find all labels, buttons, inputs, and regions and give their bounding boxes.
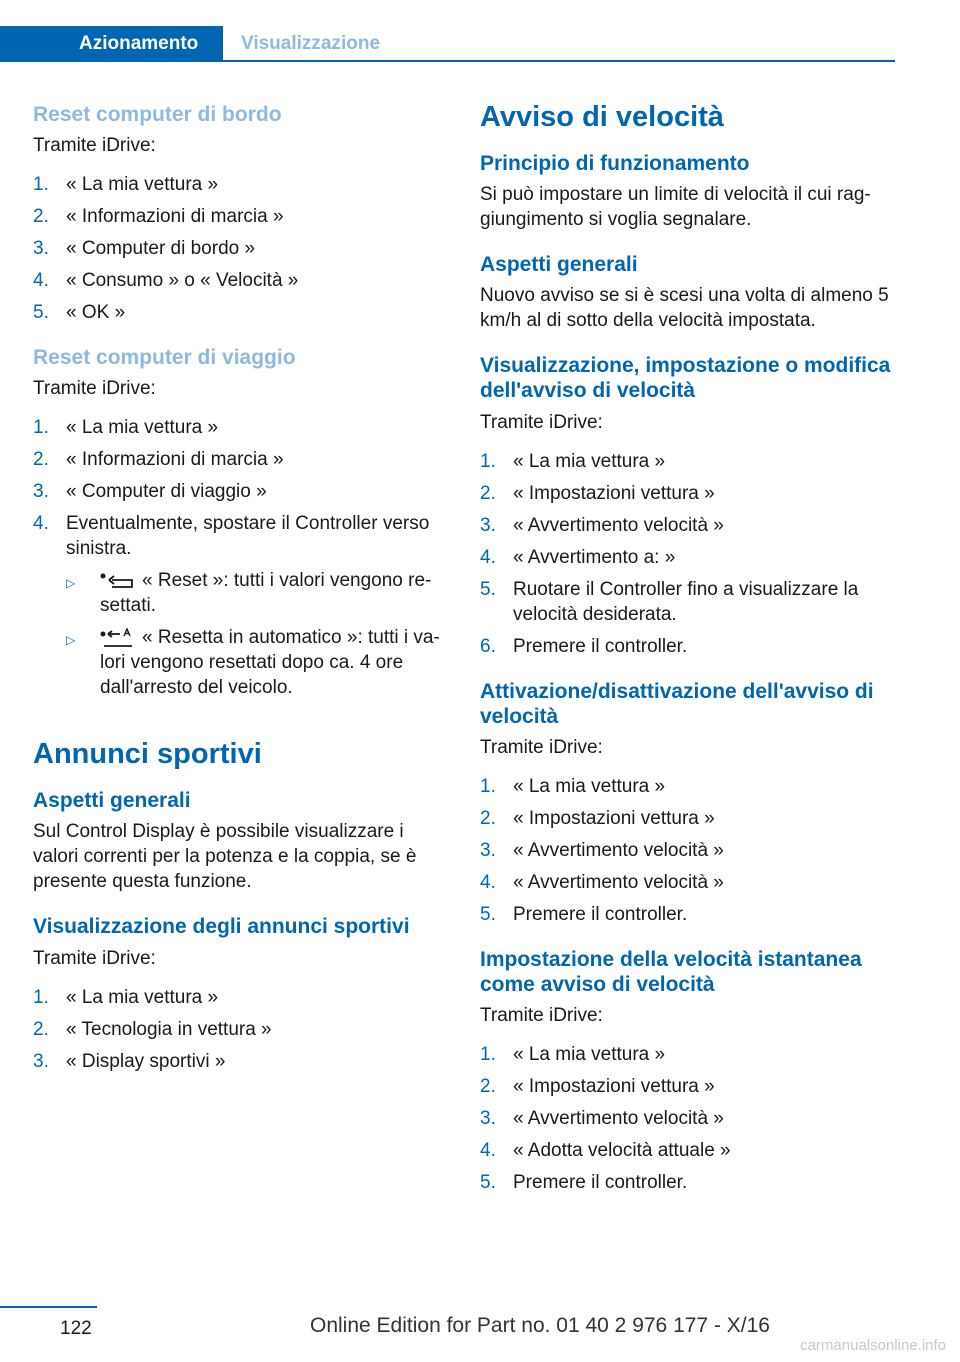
list-item bbox=[480, 1042, 900, 1067]
heading-speed-warning: Avviso di velocità bbox=[480, 101, 724, 133]
list-item bbox=[480, 1170, 900, 1195]
steps-reset-board bbox=[33, 172, 453, 325]
reset-arrow-icon bbox=[100, 572, 134, 590]
heading-reset-board: Reset computer di bordo bbox=[33, 103, 282, 126]
step-number: 4. bbox=[480, 871, 496, 893]
list-item bbox=[33, 268, 453, 293]
footer-rule bbox=[0, 1306, 97, 1308]
header-bar bbox=[0, 26, 895, 62]
intro-text: Tramite iDrive: bbox=[33, 135, 156, 157]
step-number: 2. bbox=[480, 807, 496, 829]
list-item bbox=[33, 1017, 453, 1042]
step-number: 2. bbox=[33, 1018, 49, 1040]
sub-list bbox=[66, 568, 453, 700]
paragraph-principle: Si può impostare un limite di velocità il cui raggiungimento si voglia segnalare. bbox=[480, 183, 871, 230]
list-item bbox=[480, 774, 900, 799]
step-number: 6. bbox=[480, 635, 496, 657]
step-text: « Adotta velocità attuale » bbox=[513, 1140, 731, 1162]
step-text: « Impostazioni vettura » bbox=[513, 807, 715, 829]
list-item bbox=[480, 634, 900, 659]
step-text: Eventualmente, spostare il Controller verso sinistra. bbox=[66, 513, 430, 560]
sub-text: « Resetta in automatico »: tutti i valori vengono resettati dopo ca. 4 ore dall'arresto del veicolo. bbox=[100, 627, 440, 699]
sub-item bbox=[66, 625, 453, 700]
step-text: Premere il controller. bbox=[513, 903, 688, 925]
paragraph-sport-general: Sul Control Display è possibile visualizzare i valori correnti per la potenza e la coppia, se è presente questa funzione. bbox=[33, 821, 417, 893]
intro-text: Tramite iDrive: bbox=[480, 1005, 603, 1027]
step-text: « OK » bbox=[66, 302, 126, 324]
step-number: 5. bbox=[33, 302, 49, 324]
list-item bbox=[480, 1106, 900, 1131]
step-number: 2. bbox=[33, 449, 49, 471]
sub-text: « Reset »: tutti i valori vengono resettati. bbox=[100, 570, 432, 617]
sub-item bbox=[66, 568, 453, 618]
step-number: 4. bbox=[33, 513, 49, 535]
step-text: « Avvertimento velocità » bbox=[513, 871, 724, 893]
list-item bbox=[33, 415, 453, 440]
heading-toggle-warning: Attivazione/disattivazione dell'avviso di velocità bbox=[480, 679, 874, 728]
step-number: 3. bbox=[33, 238, 49, 260]
step-number: 1. bbox=[480, 1044, 496, 1066]
step-number: 3. bbox=[480, 514, 496, 536]
list-item bbox=[480, 513, 900, 538]
heading-current-speed: Impostazione della velocità istantanea come avviso di velocità bbox=[480, 947, 862, 997]
step-text: « Impostazioni vettura » bbox=[513, 482, 715, 504]
paragraph-general: Nuovo avviso se si è scesi una volta di almeno 5 km/h al di sotto della velocità impostata. bbox=[480, 285, 889, 332]
step-text: « Avvertimento velocità » bbox=[513, 839, 724, 861]
step-text: « Avvertimento a: » bbox=[513, 546, 676, 568]
step-number: 1. bbox=[480, 450, 496, 472]
step-number: 1. bbox=[33, 174, 49, 196]
steps-sport bbox=[33, 985, 453, 1074]
step-number: 3. bbox=[33, 1050, 49, 1072]
right-column bbox=[480, 100, 900, 1202]
step-number: 3. bbox=[480, 1108, 496, 1130]
step-text: « Computer di viaggio » bbox=[66, 481, 267, 503]
step-text: « Tecnologia in vettura » bbox=[66, 1018, 272, 1040]
heading-sport-general: Aspetti generali bbox=[33, 789, 191, 813]
sub-text-wrap bbox=[100, 625, 453, 700]
edition-text: Online Edition for Part no. 01 40 2 976 177 - X/16 bbox=[310, 1314, 770, 1337]
step-text: « Impostazioni vettura » bbox=[513, 1076, 715, 1098]
bullet-triangle-icon: ▷ bbox=[66, 576, 76, 591]
step-number: 2. bbox=[33, 206, 49, 228]
list-item bbox=[480, 481, 900, 506]
heading-sport-display: Visualizzazione degli annunci sportivi bbox=[33, 915, 410, 939]
step-text: « Consumo » o « Velocità » bbox=[66, 270, 299, 292]
list-item bbox=[33, 447, 453, 472]
auto-reset-arrow-icon bbox=[100, 628, 134, 648]
step-text: « La mia vettura » bbox=[66, 174, 219, 196]
step-text: « Display sportivi » bbox=[66, 1050, 226, 1072]
step-number: 2. bbox=[480, 482, 496, 504]
list-item bbox=[33, 1049, 453, 1074]
heading-principle: Principio di funzionamento bbox=[480, 151, 750, 175]
bullet-triangle-icon: ▷ bbox=[66, 633, 76, 648]
heading-set-warning: Visualizzazione, impostazione o modifica dell'avviso di velocità bbox=[480, 354, 891, 403]
list-item bbox=[480, 870, 900, 895]
step-body bbox=[66, 511, 453, 707]
intro-text: Tramite iDrive: bbox=[480, 736, 603, 758]
step-number: 3. bbox=[480, 839, 496, 861]
heading-general: Aspetti generali bbox=[480, 252, 638, 276]
step-number: 4. bbox=[480, 546, 496, 568]
step-number: 4. bbox=[33, 270, 49, 292]
heading-reset-trip: Reset computer di viaggio bbox=[33, 346, 296, 370]
step-text: « La mia vettura » bbox=[513, 775, 666, 797]
watermark: carmanualsonline.info bbox=[800, 1337, 946, 1354]
step-text: Ruotare il Controller fino a visualizzare la velocità desiderata. bbox=[513, 578, 859, 625]
step-text: « La mia vettura » bbox=[66, 417, 219, 439]
steps-current-speed bbox=[480, 1042, 900, 1195]
steps-reset-trip bbox=[33, 415, 453, 707]
step-number: 2. bbox=[480, 1076, 496, 1098]
step-number: 5. bbox=[480, 903, 496, 925]
page-number: 122 bbox=[60, 1318, 92, 1339]
steps-toggle-warning bbox=[480, 774, 900, 927]
step-number: 4. bbox=[480, 1140, 496, 1162]
tab-visualizzazione[interactable]: Visualizzazione bbox=[241, 33, 381, 54]
step-number: 5. bbox=[480, 578, 496, 600]
list-item bbox=[480, 1074, 900, 1099]
header-rule bbox=[0, 60, 895, 62]
step-text: Premere il controller. bbox=[513, 1172, 688, 1194]
heading-sport: Annunci sportivi bbox=[33, 738, 262, 771]
list-item bbox=[33, 204, 453, 229]
step-number: 3. bbox=[33, 481, 49, 503]
intro-text: Tramite iDrive: bbox=[33, 947, 156, 969]
list-item bbox=[33, 511, 453, 707]
list-item bbox=[480, 449, 900, 474]
step-text: « La mia vettura » bbox=[66, 986, 219, 1008]
list-item bbox=[480, 545, 900, 570]
step-number: 1. bbox=[33, 986, 49, 1008]
list-item bbox=[480, 806, 900, 831]
step-text: « La mia vettura » bbox=[513, 1044, 666, 1066]
list-item bbox=[480, 902, 900, 927]
sub-text-wrap bbox=[100, 568, 453, 618]
step-number: 1. bbox=[33, 417, 49, 439]
step-text: « Informazioni di marcia » bbox=[66, 449, 284, 471]
step-text: « Avvertimento velocità » bbox=[513, 514, 724, 536]
step-number: 1. bbox=[480, 775, 496, 797]
step-text: « La mia vettura » bbox=[513, 450, 666, 472]
list-item bbox=[480, 1138, 900, 1163]
list-item bbox=[33, 236, 453, 261]
list-item bbox=[33, 300, 453, 325]
step-text: « Computer di bordo » bbox=[66, 238, 256, 260]
step-text: Premere il controller. bbox=[513, 635, 688, 657]
list-item bbox=[480, 577, 900, 627]
step-text: « Avvertimento velocità » bbox=[513, 1108, 724, 1130]
left-column bbox=[33, 100, 453, 1081]
step-text: « Informazioni di marcia » bbox=[66, 206, 284, 228]
list-item bbox=[480, 838, 900, 863]
step-number: 5. bbox=[480, 1172, 496, 1194]
list-item bbox=[33, 172, 453, 197]
intro-text: Tramite iDrive: bbox=[480, 411, 603, 433]
tab-azionamento[interactable]: Azionamento bbox=[0, 26, 223, 62]
list-item bbox=[33, 985, 453, 1010]
list-item bbox=[33, 479, 453, 504]
intro-text: Tramite iDrive: bbox=[33, 378, 156, 400]
steps-set-warning bbox=[480, 449, 900, 659]
